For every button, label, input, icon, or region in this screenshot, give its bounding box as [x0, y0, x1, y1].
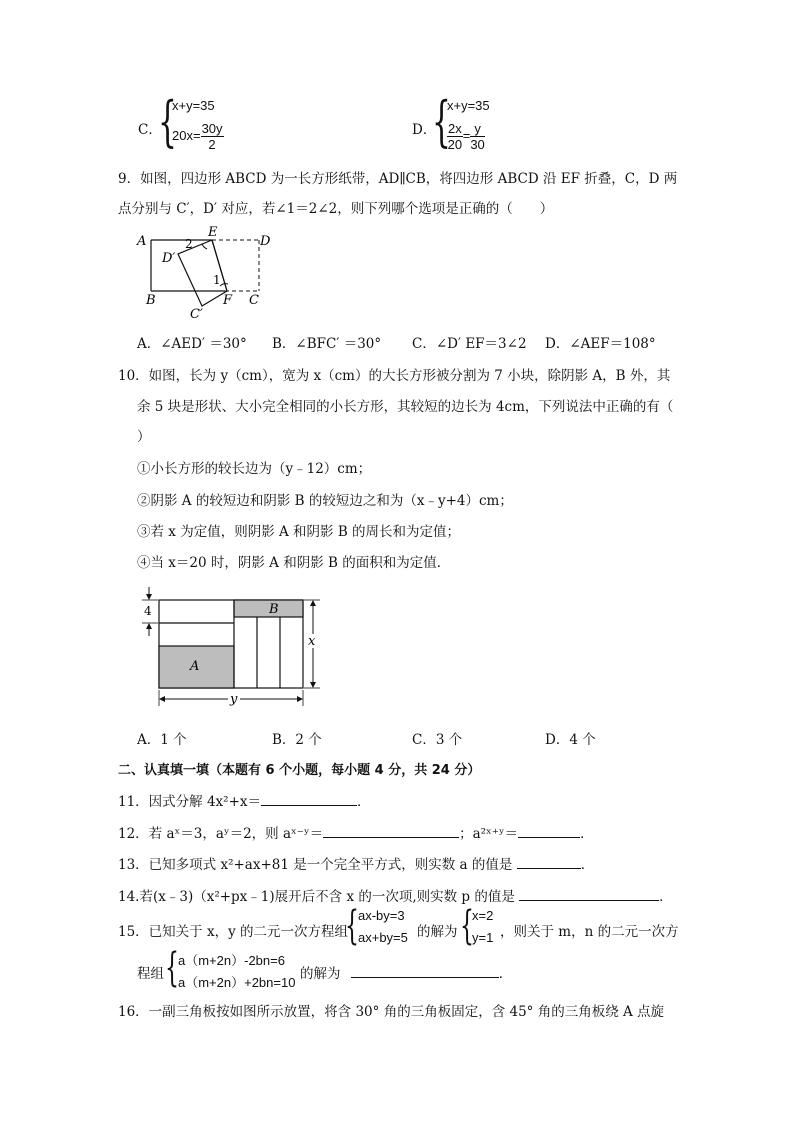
q12-end: ．	[580, 826, 594, 842]
q10-line2: 余 5 块是形状、大小完全相同的小长方形，其较短的边长为 4cm，下列说法中正确的有（	[137, 399, 674, 415]
q9-angle2-arc	[202, 244, 207, 249]
q13-text: 13．已知多项式 x²+ax+81 是一个完全平方式，则实数 a 的值是	[118, 857, 513, 873]
q10-line3: ）	[137, 429, 151, 445]
q10-label-a: A	[190, 659, 200, 674]
q10-label-b: B	[269, 602, 279, 617]
q9-label-c: C	[249, 293, 259, 308]
q13-end: ．	[580, 857, 595, 873]
q12	[118, 822, 594, 842]
q9-line1: 9．如图，四边形 ABCD 为一长方形纸带，AD∥CB，将四边形 ABCD 沿 EF 折叠，C，D 两	[118, 171, 678, 187]
q12-text: 12．若 aˣ＝3，aʸ＝2，则 aˣ⁻ʸ＝	[118, 826, 324, 842]
q9-label-a: A	[137, 234, 147, 249]
q9-fold-figure	[132, 224, 282, 320]
q8-c-eq2-left: 20x=	[172, 127, 201, 143]
q10-statement-1: ①小长方形的较长边为（y﹣12）cm；	[137, 461, 372, 477]
q8-d-den2: 30	[470, 137, 485, 152]
q8-d-eq-sign: =	[462, 127, 471, 143]
q10-dimy-arrow-right	[297, 696, 303, 702]
q8-d-num1: 2x	[448, 121, 462, 136]
q10-label-y: y	[230, 692, 238, 707]
q8-c-eq2-num: 30y	[201, 121, 223, 136]
q10-option-c[interactable]: C．3 个	[412, 732, 463, 748]
q8-d-eq1: x+y=35	[447, 98, 490, 113]
q8-d-den1: 20	[447, 137, 463, 152]
q12-answer-blank-1[interactable]	[323, 837, 459, 838]
q13	[118, 853, 594, 873]
q15-brace-1: {	[345, 903, 359, 949]
q12-answer-blank-2[interactable]	[518, 837, 580, 838]
q15-eq2: ax+by=5	[358, 930, 408, 945]
q15-eq4: a（m+2n）+2bn=10	[178, 975, 296, 990]
q10-rectangle-figure	[136, 584, 336, 710]
q14-end: ．	[659, 889, 673, 905]
q8-d-brace: {	[432, 90, 451, 153]
q8-c-eq1: x+y=35	[172, 98, 215, 113]
q12-mid: ；a²ˣ⁺ʸ＝	[459, 826, 519, 842]
q14-answer-blank[interactable]	[519, 900, 659, 901]
q10-dimx-arrow-bottom	[310, 682, 316, 688]
q15-post: ，则关于 m，n 的二元一次方	[500, 924, 679, 940]
q9-label-f: F	[223, 293, 233, 308]
q10-dim4-arrowhead-bottom	[146, 623, 152, 629]
q15-mid: 的解为	[417, 924, 458, 940]
q9-option-b[interactable]: B．∠BFC′ ＝30°	[272, 336, 382, 352]
q9-line2: 点分别与 C′，D′ 对应，若∠1＝2∠2，则下列哪个选项是正确的（ ）	[118, 201, 554, 217]
q9-option-d[interactable]: D．∠AEF＝108°	[545, 336, 656, 352]
q14	[118, 885, 673, 905]
q10-line1: 10．如图，长为 y（cm），宽为 x（cm）的大长方形被分割为 7 小块，除阴影 A，B 外，其	[118, 368, 671, 384]
q10-dimx-arrow-top	[310, 600, 316, 606]
q9-label-cprime: C′	[190, 307, 203, 320]
q10-dim4-arrowhead-top	[146, 594, 152, 600]
q15-line2-after	[300, 962, 512, 982]
q9-option-c[interactable]: C．∠D′ EF＝3∠2	[412, 336, 527, 352]
q15-brace-3: {	[165, 945, 179, 991]
q11	[118, 790, 371, 810]
q15-sol1: x=2	[472, 908, 494, 923]
q10-label-x: x	[308, 634, 316, 649]
q10-dimy-arrow-left	[159, 696, 165, 702]
q9-label-b: B	[146, 293, 156, 308]
q9-angle1-arc	[220, 284, 228, 286]
q9-label-angle1: 1	[213, 273, 221, 287]
q10-statement-3: ③若 x 为定值，则阴影 A 和阴影 B 的周长和为定值；	[137, 524, 461, 540]
q14-text: 14.若(x﹣3)（x²+px﹣1)展开后不含 x 的一次项,则实数 p 的值是	[118, 889, 515, 905]
q10-label-4: 4	[144, 604, 152, 618]
q10-statement-2: ②阴影 A 的较短边和阴影 B 的较短边之和为（x﹣y+4）cm；	[137, 493, 513, 509]
q8-c-brace: {	[158, 90, 177, 153]
q9-label-e: E	[208, 225, 218, 240]
q15-line2-post: 的解为	[300, 966, 341, 982]
q15-sol2: y=1	[472, 930, 494, 945]
q15-pre: 15．已知关于 x，y 的二元一次方程组	[118, 924, 349, 940]
q15-eq3: a（m+2n）-2bn=6	[178, 953, 285, 968]
q13-answer-blank[interactable]	[517, 868, 581, 869]
q9-label-d: D	[260, 234, 271, 249]
q8-c-eq2-den: 2	[208, 137, 216, 152]
q8-option-d-label: D．	[412, 122, 437, 138]
q10-statement-4: ④当 x＝20 时，阴影 A 和阴影 B 的面积和为定值．	[137, 555, 451, 571]
q15-answer-blank[interactable]	[351, 977, 499, 978]
q8-c-eq2	[172, 121, 224, 152]
q9-option-a[interactable]: A．∠AED′ ＝30°	[137, 336, 247, 352]
section2-heading: 二、认真填一填（本题有 6 个小题，每小题 4 分，共 24 分）	[118, 763, 481, 778]
q16-line1: 16．一副三角板按如图所示放置，将含 30° 角的三角板固定，含 45° 角的三角板绕 A 点旋	[118, 1004, 665, 1020]
q11-text: 11．因式分解 4x²+x＝	[118, 794, 262, 810]
q11-end: ．	[357, 794, 371, 810]
q11-answer-blank[interactable]	[261, 805, 357, 806]
q8-option-c-label: C．	[138, 122, 162, 138]
q15-end: ．	[498, 966, 513, 982]
q10-option-b[interactable]: B．2 个	[272, 732, 322, 748]
q10-option-a[interactable]: A．1 个	[137, 732, 187, 748]
q15-brace-2: {	[460, 903, 474, 949]
q15-eq1: ax-by=3	[358, 908, 405, 923]
q15-line2-pre: 程组	[137, 966, 164, 982]
q9-label-angle2: 2	[185, 237, 193, 251]
q8-d-num2: y	[470, 121, 484, 137]
q9-label-dprime: D′	[162, 251, 176, 266]
q8-d-eq2	[447, 121, 485, 152]
q10-option-d[interactable]: D．4 个	[545, 732, 596, 748]
